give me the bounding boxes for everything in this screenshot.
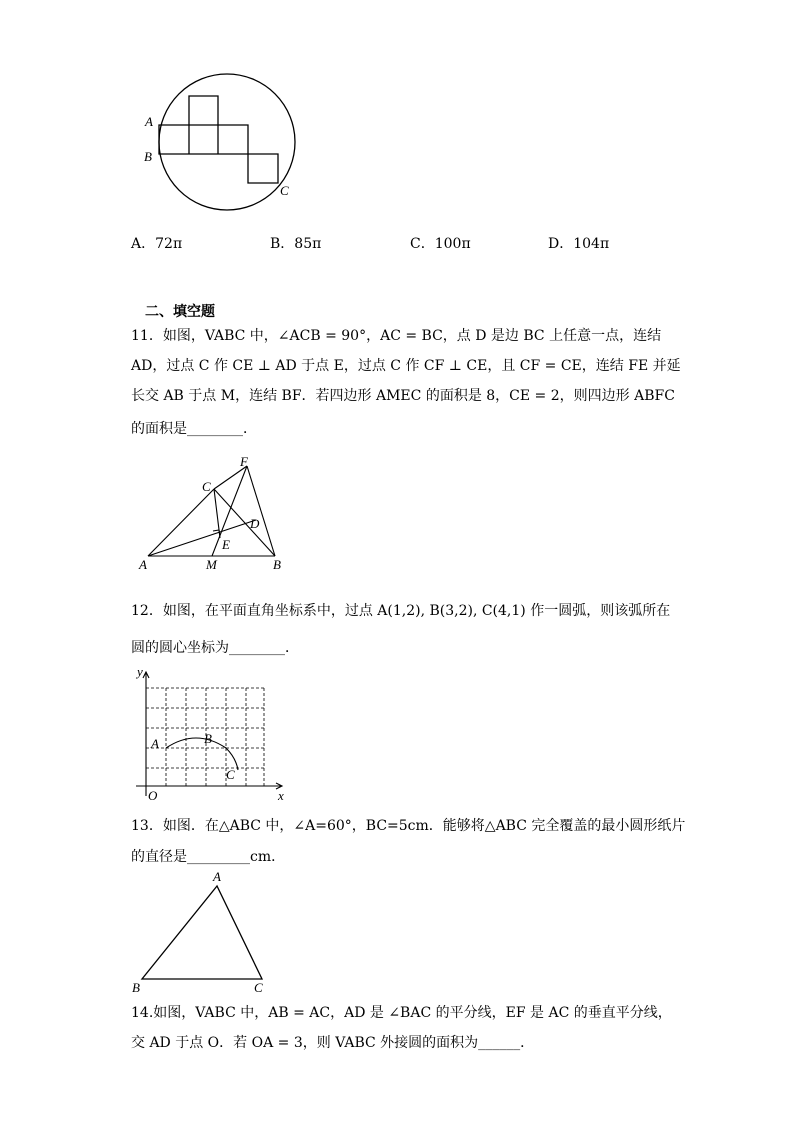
q12-line-2: 圆的圆心坐标为________． <box>131 640 299 656</box>
q11-line-3: 长交 AB 于点 M，连结 BF．若四边形 AMEC 的面积是 8，CE = 2，则四边形 ABFC <box>131 388 675 404</box>
q14-line-1: 14.如图，VABC 中，AB = AC，AD 是 ∠BAC 的平分线，EF 是 AC 的垂直平分线， <box>131 1005 672 1021</box>
q12-figure <box>128 662 293 804</box>
q13-line-1: 13．如图．在△ABC 中，∠A=60°，BC=5cm．能够将△ABC 完全覆盖的最小圆形纸片 <box>131 818 686 834</box>
q11-label-e: E <box>222 537 230 552</box>
q11-label-a: A <box>139 557 147 572</box>
q12-arc <box>166 738 238 770</box>
q11-label-c: C <box>202 479 211 494</box>
q11-label-m: M <box>206 557 217 572</box>
q10-option-c[interactable] <box>410 233 471 253</box>
q13-label-c: C <box>254 980 263 995</box>
q12-label-c: C <box>226 767 235 782</box>
q13-triangle <box>142 886 262 979</box>
q10-option-a[interactable] <box>131 233 182 253</box>
q10-option-d[interactable] <box>548 233 609 253</box>
q12-label-x: x <box>278 788 284 803</box>
q13-label-b: B <box>132 980 140 995</box>
q10-option-b-value: 85π <box>294 236 322 252</box>
q11-label-d: D <box>250 516 260 531</box>
q11-label-b: B <box>273 557 281 572</box>
q10-label-a: A <box>145 114 153 129</box>
q10-option-b-letter: B． <box>270 236 295 252</box>
q11-line-4: 的面积是________． <box>131 421 257 437</box>
q12-label-a: A <box>151 736 159 751</box>
q10-option-c-letter: C． <box>410 236 435 252</box>
q11-label-f: F <box>240 454 248 469</box>
q12-label-o: O <box>148 788 158 803</box>
q10-option-a-value: 72π <box>155 236 183 252</box>
q10-staircase <box>159 96 278 183</box>
q14-line-2: 交 AD 于点 O．若 OA = 3，则 VABC 外接圆的面积为______． <box>131 1035 535 1051</box>
q10-option-d-letter: D． <box>548 236 574 252</box>
q10-label-c: C <box>280 183 289 198</box>
q12-line-1: 12．如图，在平面直角坐标系中，过点 A(1,2), B(3,2), C(4,1) 作一圆弧，则该弧所在 <box>131 603 671 619</box>
q12-label-y: y <box>137 664 143 679</box>
q11-line-1: 11．如图，VABC 中，∠ACB = 90°，AC = BC，点 D 是边 BC 上任意一点，连结 <box>131 328 662 344</box>
q10-option-c-value: 100π <box>434 236 471 252</box>
q11-line-2: AD，过点 C 作 CE ⊥ AD 于点 E，过点 C 作 CF ⊥ CE，且 CF = CE，连结 FE 并延 <box>131 358 681 374</box>
q10-option-b[interactable] <box>270 233 321 253</box>
q11-figure <box>130 452 300 577</box>
q12-label-b: B <box>204 731 212 746</box>
q10-label-b: B <box>144 149 152 164</box>
q10-option-a-letter: A． <box>131 236 156 252</box>
q13-line-2: 的直径是_________cm． <box>131 849 286 865</box>
q10-circle <box>159 74 295 210</box>
q13-figure <box>130 868 275 998</box>
section-title: 二、填空题 <box>145 304 215 320</box>
q10-figure <box>140 70 310 220</box>
q13-label-a: A <box>213 869 221 884</box>
q10-option-d-value: 104π <box>573 236 610 252</box>
